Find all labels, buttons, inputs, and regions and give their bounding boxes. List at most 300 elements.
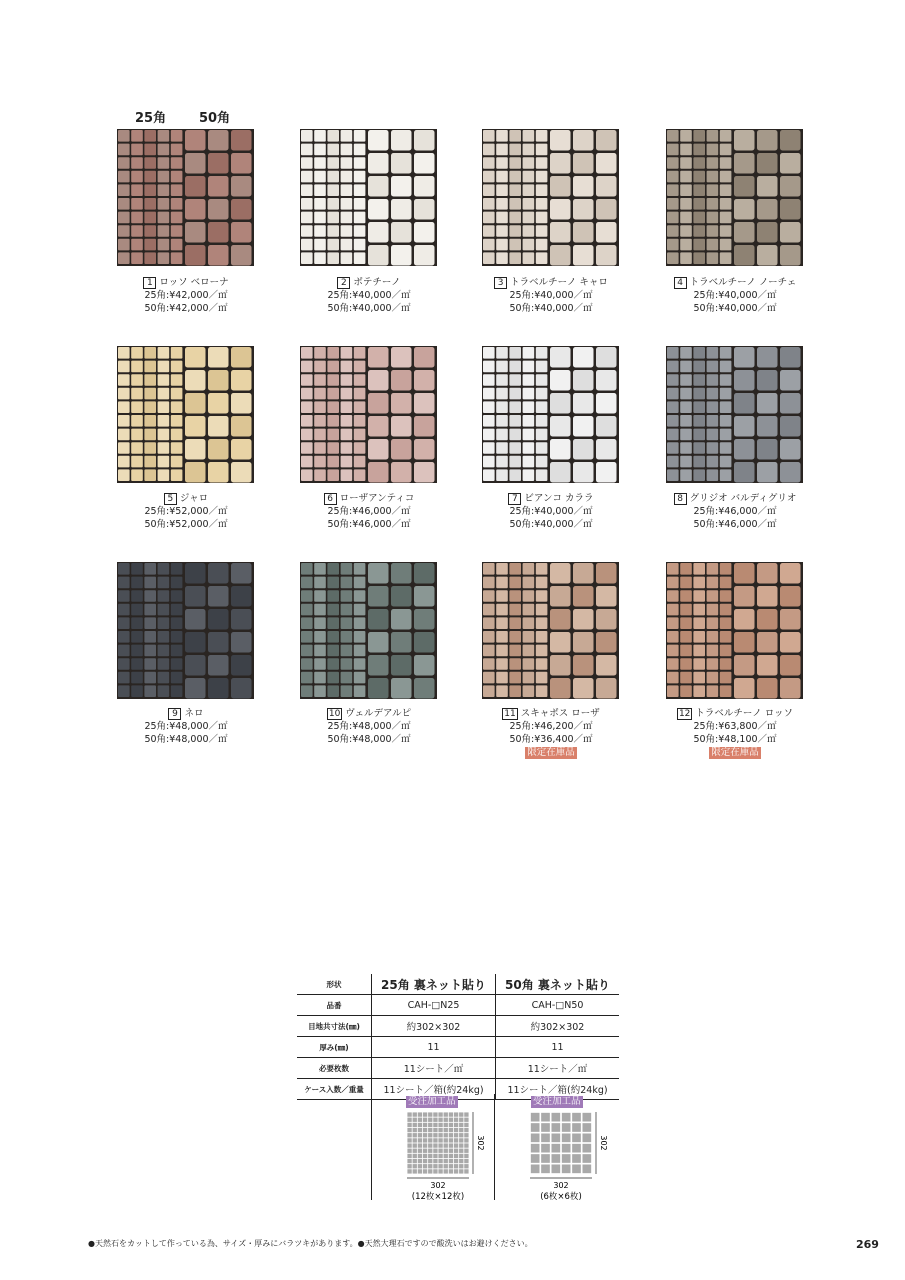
spec-row bbox=[297, 1016, 619, 1037]
product-name-line bbox=[274, 492, 464, 505]
diagram-cell bbox=[551, 1123, 560, 1132]
product-name: ボテチーノ bbox=[353, 277, 401, 288]
sheet-diagram-50 bbox=[495, 1094, 618, 1200]
price-25: 25角:¥63,800／㎡ bbox=[693, 721, 777, 732]
diagram-cell bbox=[407, 1133, 411, 1137]
price-25: 25角:¥48,000／㎡ bbox=[144, 721, 228, 732]
diagram-cell bbox=[582, 1144, 591, 1153]
price-50: 50角:¥52,000／㎡ bbox=[144, 519, 228, 530]
product-name-line bbox=[91, 276, 281, 289]
tile-swatch bbox=[482, 562, 619, 699]
product-number: 6 bbox=[324, 493, 337, 505]
diagram-cell bbox=[464, 1112, 468, 1116]
tile-swatch bbox=[117, 129, 254, 266]
product-name: トラベルチーノ ノーチェ bbox=[689, 277, 797, 288]
diagram-cell bbox=[449, 1154, 453, 1158]
spec-label: 品番 bbox=[297, 995, 372, 1016]
tile-swatch bbox=[300, 346, 437, 483]
diagram-cell bbox=[444, 1169, 448, 1173]
product-number: 8 bbox=[674, 493, 687, 505]
diagram-cell bbox=[433, 1164, 437, 1168]
spec-label: 必要枚数 bbox=[297, 1058, 372, 1079]
product-caption bbox=[640, 492, 830, 531]
diagram-cell bbox=[551, 1154, 560, 1163]
diagram-cell bbox=[413, 1164, 417, 1168]
diagram-cell bbox=[531, 1123, 540, 1132]
price-50: 50角:¥42,000／㎡ bbox=[144, 303, 228, 314]
height-dimension-label: 302 bbox=[476, 1135, 485, 1151]
diagram-cell bbox=[459, 1159, 463, 1163]
diagram-cell bbox=[541, 1113, 550, 1122]
diagram-cell bbox=[407, 1159, 411, 1163]
diagram-cell bbox=[449, 1112, 453, 1116]
diagram-cell bbox=[572, 1154, 581, 1163]
product-name-line bbox=[456, 707, 646, 720]
diagram-cell bbox=[531, 1133, 540, 1142]
diagram-cell bbox=[413, 1123, 417, 1127]
diagram-50 bbox=[494, 1094, 618, 1200]
diagram-cell bbox=[418, 1154, 422, 1158]
diagram-cell bbox=[413, 1138, 417, 1142]
diagram-cell bbox=[418, 1159, 422, 1163]
diagram-cell bbox=[562, 1113, 571, 1122]
spec-value-50: 11シート／箱(約24kg) bbox=[496, 1079, 620, 1100]
limited-stock-badge: 限定在庫品 bbox=[711, 747, 759, 758]
diagram-cell bbox=[418, 1143, 422, 1147]
diagram-cell bbox=[407, 1154, 411, 1158]
price-50: 50角:¥40,000／㎡ bbox=[509, 303, 593, 314]
diagram-cell bbox=[582, 1164, 591, 1173]
product-name: トラベルチーノ ロッソ bbox=[695, 708, 794, 719]
diagram-cell bbox=[449, 1169, 453, 1173]
product-number: 3 bbox=[494, 277, 507, 289]
sheet-count-label: (12枚×12枚) bbox=[411, 1192, 465, 1200]
product-caption bbox=[456, 492, 646, 531]
diagram-cell bbox=[541, 1164, 550, 1173]
diagram-cell bbox=[444, 1118, 448, 1122]
diagram-cell bbox=[464, 1154, 468, 1158]
diagram-cell bbox=[418, 1128, 422, 1132]
diagram-cell bbox=[433, 1112, 437, 1116]
diagram-cell bbox=[428, 1118, 432, 1122]
diagram-cell bbox=[459, 1112, 463, 1116]
diagram-cell bbox=[454, 1133, 458, 1137]
diagram-cell bbox=[407, 1123, 411, 1127]
product-number: 11 bbox=[504, 709, 516, 719]
spec-label: 目地共寸法(㎜) bbox=[297, 1016, 372, 1037]
price-25: 25角:¥40,000／㎡ bbox=[327, 290, 411, 301]
price-50: 50角:¥40,000／㎡ bbox=[327, 303, 411, 314]
diagram-cell bbox=[433, 1123, 437, 1127]
tile-swatch bbox=[666, 346, 803, 483]
price-25: 25角:¥40,000／㎡ bbox=[509, 290, 593, 301]
diagram-cell bbox=[428, 1149, 432, 1153]
diagram-cell bbox=[423, 1112, 427, 1116]
diagram-cell bbox=[433, 1138, 437, 1142]
spec-table bbox=[297, 974, 619, 1100]
diagram-cell bbox=[459, 1169, 463, 1173]
price-25: 25角:¥46,000／㎡ bbox=[693, 506, 777, 517]
product-name-line bbox=[274, 707, 464, 720]
price-50: 50角:¥40,000／㎡ bbox=[693, 303, 777, 314]
product-caption bbox=[640, 707, 830, 759]
diagram-cell bbox=[407, 1164, 411, 1168]
diagram-cell bbox=[459, 1133, 463, 1137]
product-number: 9 bbox=[168, 708, 181, 720]
diagram-cell bbox=[433, 1149, 437, 1153]
sheet-count-label: (6枚×6枚) bbox=[540, 1192, 582, 1200]
diagram-cell bbox=[438, 1169, 442, 1173]
diagram-cell bbox=[541, 1144, 550, 1153]
diagram-cell bbox=[433, 1143, 437, 1147]
diagram-cell bbox=[454, 1169, 458, 1173]
spec-value-25: CAH-□N25 bbox=[372, 995, 496, 1016]
tile-swatch bbox=[300, 562, 437, 699]
diagram-cell bbox=[454, 1154, 458, 1158]
product-name-line bbox=[456, 492, 646, 505]
diagram-cell bbox=[413, 1133, 417, 1137]
diagram-cell bbox=[438, 1133, 442, 1137]
diagram-cell bbox=[433, 1154, 437, 1158]
diagram-cell bbox=[582, 1123, 591, 1132]
diagram-cell bbox=[418, 1149, 422, 1153]
diagram-cell bbox=[582, 1133, 591, 1142]
diagram-cell bbox=[418, 1164, 422, 1168]
diagram-cell bbox=[582, 1154, 591, 1163]
diagram-cell bbox=[407, 1169, 411, 1173]
product-number: 12 bbox=[678, 709, 691, 719]
product-name: ヴェルデアルピ bbox=[345, 708, 412, 719]
diagram-cell bbox=[464, 1149, 468, 1153]
tile-swatch bbox=[482, 346, 619, 483]
price-25: 25角:¥48,000／㎡ bbox=[327, 721, 411, 732]
diagram-cell bbox=[444, 1149, 448, 1153]
diagram-cell bbox=[531, 1113, 540, 1122]
diagram-cell bbox=[444, 1128, 448, 1132]
spec-value-50: 約302×302 bbox=[496, 1016, 620, 1037]
diagram-cell bbox=[444, 1123, 448, 1127]
diagram-cell bbox=[428, 1164, 432, 1168]
product-number: 4 bbox=[674, 277, 687, 289]
sheet-diagram-25 bbox=[372, 1094, 495, 1200]
tile-swatch bbox=[666, 562, 803, 699]
diagram-cell bbox=[438, 1149, 442, 1153]
spec-header-50: 50角 裏ネット貼り bbox=[496, 974, 620, 995]
diagram-cell bbox=[454, 1159, 458, 1163]
diagram-cell bbox=[413, 1143, 417, 1147]
product-name: ローザアンティコ bbox=[339, 493, 415, 504]
diagram-cell bbox=[438, 1128, 442, 1132]
diagram-cell bbox=[464, 1123, 468, 1127]
diagram-cell bbox=[444, 1159, 448, 1163]
diagram-cell bbox=[449, 1143, 453, 1147]
diagram-cell bbox=[464, 1143, 468, 1147]
spec-value-25: 11シート／箱(約24kg) bbox=[372, 1079, 496, 1100]
diagram-cell bbox=[444, 1112, 448, 1116]
diagram-cell bbox=[459, 1154, 463, 1158]
diagram-cell bbox=[428, 1143, 432, 1147]
price-25: 25角:¥40,000／㎡ bbox=[509, 506, 593, 517]
diagram-cell bbox=[582, 1113, 591, 1122]
spec-header-25: 25角 裏ネット貼り bbox=[372, 974, 496, 995]
diagram-cell bbox=[407, 1138, 411, 1142]
diagram-cell bbox=[551, 1113, 560, 1122]
diagram-cell bbox=[423, 1123, 427, 1127]
product-number: 10 bbox=[328, 709, 341, 719]
product-caption bbox=[274, 276, 464, 315]
made-to-order-badge: 受注加工品 bbox=[408, 1096, 456, 1107]
diagram-cell bbox=[464, 1164, 468, 1168]
diagram-cell bbox=[464, 1133, 468, 1137]
diagram-cell bbox=[428, 1154, 432, 1158]
product-caption bbox=[91, 492, 281, 531]
price-25: 25角:¥42,000／㎡ bbox=[144, 290, 228, 301]
diagram-cell bbox=[413, 1118, 417, 1122]
diagram-cell bbox=[428, 1138, 432, 1142]
product-number: 5 bbox=[164, 493, 177, 505]
product-number: 7 bbox=[508, 493, 521, 505]
product-caption bbox=[91, 707, 281, 746]
diagram-cell bbox=[464, 1169, 468, 1173]
tile-swatch bbox=[482, 129, 619, 266]
tile-swatch bbox=[117, 562, 254, 699]
diagram-cell bbox=[444, 1133, 448, 1137]
diagram-cell bbox=[454, 1138, 458, 1142]
product-name: スキャボス ローザ bbox=[520, 708, 600, 719]
diagram-cell bbox=[449, 1159, 453, 1163]
diagram-cell bbox=[433, 1118, 437, 1122]
diagram-cell bbox=[464, 1159, 468, 1163]
diagram-cell bbox=[438, 1138, 442, 1142]
diagram-cell bbox=[413, 1159, 417, 1163]
diagram-cell bbox=[459, 1123, 463, 1127]
diagram-cell bbox=[449, 1128, 453, 1132]
product-name-line bbox=[91, 707, 281, 720]
diagram-cell bbox=[562, 1154, 571, 1163]
diagram-cell bbox=[459, 1128, 463, 1132]
diagram-cell bbox=[413, 1128, 417, 1132]
diagram-cell bbox=[464, 1138, 468, 1142]
diagram-cell bbox=[449, 1164, 453, 1168]
diagram-cell bbox=[438, 1164, 442, 1168]
page-number: 269 bbox=[856, 1238, 879, 1251]
price-25: 25角:¥46,000／㎡ bbox=[327, 506, 411, 517]
diagram-cell bbox=[423, 1169, 427, 1173]
price-50: 50角:¥48,000／㎡ bbox=[144, 734, 228, 745]
product-name-line bbox=[640, 276, 830, 289]
diagram-cell bbox=[449, 1118, 453, 1122]
spec-corner-label: 形状 bbox=[297, 974, 372, 995]
diagram-cell bbox=[454, 1128, 458, 1132]
diagram-cell bbox=[449, 1133, 453, 1137]
diagram-cell bbox=[413, 1154, 417, 1158]
diagram-cell bbox=[449, 1138, 453, 1142]
diagram-cell bbox=[562, 1144, 571, 1153]
diagram-cell bbox=[428, 1112, 432, 1116]
diagram-cell bbox=[438, 1112, 442, 1116]
diagram-cell bbox=[418, 1133, 422, 1137]
diagram-cell bbox=[562, 1133, 571, 1142]
diagram-cell bbox=[459, 1149, 463, 1153]
diagram-cell bbox=[438, 1123, 442, 1127]
size-label-50: 50角 bbox=[199, 111, 231, 126]
made-to-order-badge: 受注加工品 bbox=[533, 1096, 581, 1107]
spec-value-25: 11シート／㎡ bbox=[372, 1058, 496, 1079]
diagram-cell bbox=[423, 1128, 427, 1132]
price-25: 25角:¥40,000／㎡ bbox=[693, 290, 777, 301]
diagram-cell bbox=[428, 1133, 432, 1137]
diagram-cell bbox=[423, 1138, 427, 1142]
diagram-cell bbox=[551, 1144, 560, 1153]
diagram-cell bbox=[438, 1159, 442, 1163]
diagram-cell bbox=[423, 1164, 427, 1168]
footer-note: ●天然石をカットして作っている為、サイズ・厚みにバラツキがあります。●天然大理石ですので酸洗いはお避けください。 bbox=[88, 1239, 533, 1248]
product-name-line bbox=[274, 276, 464, 289]
spec-value-25: 11 bbox=[372, 1037, 496, 1058]
diagram-cell bbox=[433, 1128, 437, 1132]
product-name-line bbox=[91, 492, 281, 505]
product-name: ビアンコ カララ bbox=[524, 493, 594, 504]
price-50: 50角:¥48,000／㎡ bbox=[327, 734, 411, 745]
spec-value-50: 11シート／㎡ bbox=[496, 1058, 620, 1079]
product-name-line bbox=[640, 707, 830, 720]
diagram-cell bbox=[531, 1144, 540, 1153]
diagram-cell bbox=[423, 1149, 427, 1153]
diagram-cell bbox=[551, 1164, 560, 1173]
product-name: トラベルチーノ キャロ bbox=[510, 277, 608, 288]
diagram-cell bbox=[454, 1149, 458, 1153]
diagram-cell bbox=[423, 1154, 427, 1158]
spec-label: ケース入数／重量 bbox=[297, 1079, 372, 1100]
diagram-cell bbox=[444, 1138, 448, 1142]
diagram-cell bbox=[444, 1154, 448, 1158]
product-name: ネロ bbox=[184, 708, 204, 719]
product-caption bbox=[274, 492, 464, 531]
diagram-cell bbox=[418, 1112, 422, 1116]
product-caption bbox=[91, 276, 281, 315]
spec-value-25: 約302×302 bbox=[372, 1016, 496, 1037]
diagram-25 bbox=[371, 1094, 495, 1200]
product-number: 2 bbox=[337, 277, 350, 289]
diagram-cell bbox=[433, 1169, 437, 1173]
diagram-cell bbox=[459, 1118, 463, 1122]
diagram-cell bbox=[423, 1118, 427, 1122]
diagram-cell bbox=[438, 1118, 442, 1122]
diagram-cell bbox=[407, 1143, 411, 1147]
product-name-line bbox=[456, 276, 646, 289]
diagram-cell bbox=[572, 1164, 581, 1173]
diagram-cell bbox=[572, 1144, 581, 1153]
diagram-cell bbox=[407, 1112, 411, 1116]
diagram-cell bbox=[413, 1112, 417, 1116]
price-50: 50角:¥36,400／㎡ bbox=[509, 734, 593, 745]
diagram-cell bbox=[423, 1133, 427, 1137]
diagram-cell bbox=[407, 1149, 411, 1153]
diagram-cell bbox=[454, 1123, 458, 1127]
diagram-cell bbox=[428, 1123, 432, 1127]
diagram-cell bbox=[531, 1164, 540, 1173]
diagram-cell bbox=[541, 1123, 550, 1132]
product-caption bbox=[456, 707, 646, 759]
diagram-cell bbox=[551, 1133, 560, 1142]
diagram-cell bbox=[459, 1164, 463, 1168]
price-25: 25角:¥52,000／㎡ bbox=[144, 506, 228, 517]
diagram-cell bbox=[407, 1128, 411, 1132]
diagram-cell bbox=[444, 1143, 448, 1147]
diagram-cell bbox=[454, 1118, 458, 1122]
product-name: ロッソ ベローナ bbox=[159, 277, 229, 288]
diagram-cell bbox=[423, 1159, 427, 1163]
diagram-cell bbox=[449, 1123, 453, 1127]
width-dimension-label: 302 bbox=[430, 1181, 446, 1190]
diagram-cell bbox=[428, 1159, 432, 1163]
product-name: ジャロ bbox=[179, 493, 209, 504]
product-caption bbox=[456, 276, 646, 315]
diagram-cell bbox=[428, 1169, 432, 1173]
diagram-cell bbox=[541, 1154, 550, 1163]
tile-swatch bbox=[300, 129, 437, 266]
diagram-cell bbox=[423, 1143, 427, 1147]
diagram-cell bbox=[464, 1118, 468, 1122]
diagram-cell bbox=[449, 1149, 453, 1153]
diagram-cell bbox=[464, 1128, 468, 1132]
diagram-cell bbox=[418, 1138, 422, 1142]
diagram-cell bbox=[454, 1112, 458, 1116]
product-number: 1 bbox=[143, 277, 156, 289]
diagram-cell bbox=[454, 1143, 458, 1147]
price-50: 50角:¥46,000／㎡ bbox=[327, 519, 411, 530]
diagram-cell bbox=[433, 1133, 437, 1137]
width-dimension-label: 302 bbox=[553, 1181, 569, 1190]
diagram-cell bbox=[428, 1128, 432, 1132]
price-50: 50角:¥40,000／㎡ bbox=[509, 519, 593, 530]
spec-row bbox=[297, 1058, 619, 1079]
diagram-cell bbox=[572, 1133, 581, 1142]
price-50: 50角:¥48,100／㎡ bbox=[693, 734, 777, 745]
diagram-cell bbox=[438, 1154, 442, 1158]
spec-value-50: 11 bbox=[496, 1037, 620, 1058]
diagram-cell bbox=[413, 1169, 417, 1173]
size-label-25: 25角 bbox=[135, 111, 167, 126]
diagram-cell bbox=[562, 1123, 571, 1132]
spec-row bbox=[297, 1037, 619, 1058]
product-caption bbox=[274, 707, 464, 746]
spec-label: 厚み(㎜) bbox=[297, 1037, 372, 1058]
price-25: 25角:¥46,200／㎡ bbox=[509, 721, 593, 732]
diagram-cell bbox=[572, 1113, 581, 1122]
limited-stock-badge: 限定在庫品 bbox=[527, 747, 575, 758]
product-name: グリジオ バルディグリオ bbox=[689, 493, 797, 504]
spec-value-50: CAH-□N50 bbox=[496, 995, 620, 1016]
diagram-cell bbox=[418, 1118, 422, 1122]
diagram-cell bbox=[454, 1164, 458, 1168]
diagram-cell bbox=[572, 1123, 581, 1132]
height-dimension-label: 302 bbox=[599, 1135, 608, 1151]
spec-row bbox=[297, 995, 619, 1016]
diagram-cell bbox=[459, 1138, 463, 1142]
diagram-cell bbox=[444, 1164, 448, 1168]
diagram-cell bbox=[531, 1154, 540, 1163]
diagram-cell bbox=[407, 1118, 411, 1122]
diagram-cell bbox=[562, 1164, 571, 1173]
diagram-cell bbox=[418, 1169, 422, 1173]
product-name-line bbox=[640, 492, 830, 505]
tile-swatch bbox=[117, 346, 254, 483]
diagram-cell bbox=[541, 1133, 550, 1142]
diagram-cell bbox=[418, 1123, 422, 1127]
diagram-cell bbox=[459, 1143, 463, 1147]
diagram-cell bbox=[433, 1159, 437, 1163]
